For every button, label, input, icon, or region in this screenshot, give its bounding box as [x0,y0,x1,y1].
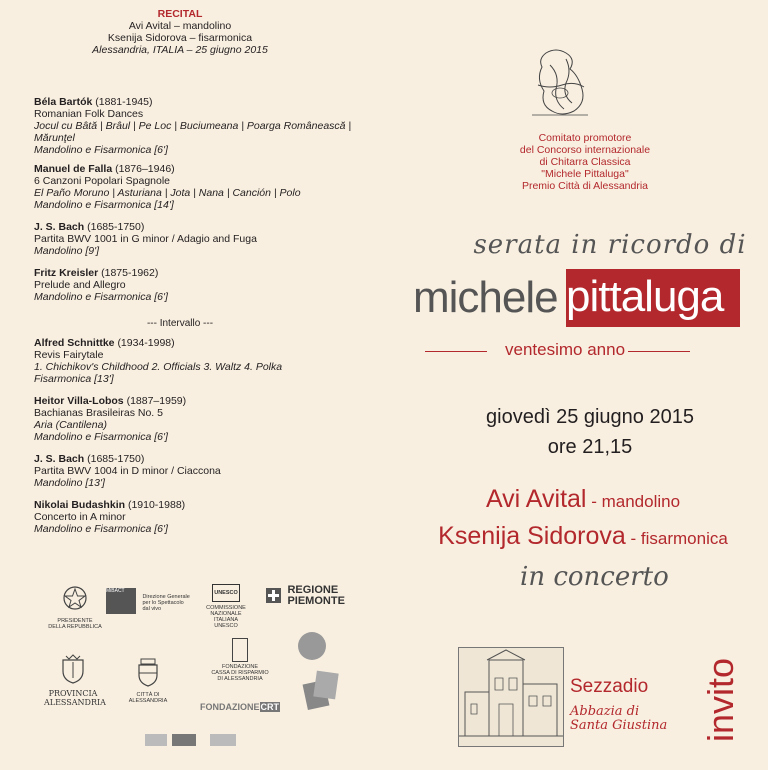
comitato-line: Comitato promotore [538,132,632,144]
performer-role: - fisarmonica [625,529,728,548]
comitato-line: "Michele Pittaluga" [541,168,629,180]
divider-right [628,351,690,352]
fondazione-crt-label: FONDAZIONE [200,702,260,712]
recital-line-2: Ksenija Sidorova – fisarmonica [107,32,253,44]
logo-regione-piemonte [266,585,352,607]
regione-cross-icon [266,588,281,603]
regione-line-1: REGIONE [287,584,339,596]
performers [400,482,766,556]
name-first: michele [413,273,558,322]
comitato-line: di Chitarra Classica [539,156,631,168]
composer-name: Alfred Schnittke [34,337,115,349]
program-item-bach-1 [34,221,364,257]
composer-name: Heitor Villa-Lobos [34,395,124,407]
abbey-line-1: Abbazia di [570,704,640,719]
work-title: Partita BWV 1004 in D minor / Ciaccona [34,465,221,477]
small-logo-icon [210,734,236,746]
divider-left [425,351,487,352]
recital-header [30,8,330,56]
provincia-line-2: ALESSANDRIA [44,698,106,707]
work-detail: 1. Chichikov's Childhood 2. Officials 3. Waltz 4. Polka [34,361,283,373]
in-concerto: in concerto [520,562,669,592]
provincia-crest-icon [59,654,87,684]
mibact-label: Direzione Generale per lo Spettacolo dal vivo [142,594,190,612]
work-instruments: Mandolino e Fisarmonica [6'] [34,431,168,443]
work-title: Concerto in A minor [34,511,126,523]
work-title: Bachianas Brasileiras No. 5 [34,407,163,419]
work-detail: Jocul cu Bâtă | Brâul | Pe Loc | Buciumeana | Poarga Românească | [34,120,352,132]
program-item-bartok [34,96,364,156]
event-datetime [420,402,760,462]
performer-role: - mandolino [586,492,681,511]
provincia-line-1: PROVINCIA [48,689,98,698]
small-logo-icon [172,734,196,746]
composer-years: (1685-1750) [87,453,145,465]
regione-line-2: PIEMONTE [287,595,345,607]
fondazione-label: FONDAZIONE CASSA DI RISPARMIO DI ALESSANDRIA [211,664,269,682]
work-title: 6 Canzoni Popolari Spagnole [34,175,171,187]
mibact-acronym: MiBACT [106,588,125,594]
unesco-temple-icon: UNESCO [212,584,240,602]
work-instruments: Mandolino [13'] [34,477,105,489]
work-instruments: Mandolino e Fisarmonica [6'] [34,291,168,303]
logo-unesco [198,584,254,629]
invito-label: invito [700,657,741,742]
program-item-falla [34,163,364,211]
work-detail: El Paño Moruno | Asturiana | Jota | Nana | Canción | Polo [34,187,301,199]
logo-provincia [44,654,106,707]
logo-mibact [106,588,206,614]
abbey-drawing-icon [458,647,564,747]
work-instruments: Mandolino e Fisarmonica [6'] [34,144,168,156]
name-last-banner: pittaluga [566,269,740,327]
program-item-schnittke [34,337,364,385]
ventesimo-anno: ventesimo anno [505,340,626,359]
logo-presidente-label: PRESIDENTE DELLA REPUBBLICA [48,618,102,630]
composer-name: J. S. Bach [34,221,85,233]
composer-years: (1685-1750) [87,221,145,233]
performer-name: Ksenija Sidorova [438,522,626,550]
program-item-villa-lobos [34,395,364,443]
logo-fondazione-cral [208,638,272,682]
work-title: Partita BWV 1001 in G minor / Adagio and Fuga [34,233,257,245]
composer-name: Fritz Kreisler [34,267,99,279]
work-title: Prelude and Allegro [34,279,126,291]
composer-name: Nikolai Budashkin [34,499,126,511]
logo-citta-alessandria [118,657,178,704]
unesco-label: COMMISSIONE NAZIONALE ITALIANA UNESCO [206,605,246,629]
composer-years: (1887–1959) [126,395,187,407]
recital-line-1: Avi Avital – mandolino [128,20,232,32]
citta-label: CITTÀ DI ALESSANDRIA [128,692,168,704]
composer-name: Manuel de Falla [34,163,113,175]
program-item-kreisler [34,267,364,303]
logo-presidente [45,583,105,630]
event-time: ore 21,15 [547,436,633,458]
composer-years: (1876–1946) [115,163,175,175]
crt-label: CRT [260,702,279,712]
recital-line-3: Alessandria, ITALIA – 25 giugno 2015 [92,44,268,56]
work-title: Romanian Folk Dances [34,108,144,120]
logo-fondazione-crt [200,702,280,712]
composer-years: (1934-1998) [117,337,175,349]
comitato-line: Premio Città di Alessandria [521,180,649,192]
fondazione-mark-icon [232,638,248,662]
intervallo: --- Intervallo --- [146,318,214,329]
work-detail: Aria (Cantilena) [34,419,107,431]
work-instruments: Mandolino e Fisarmonica [14'] [34,199,174,211]
cards-image-icon [305,668,341,710]
work-instruments: Fisarmonica [13'] [34,373,114,385]
work-title: Revis Fairytale [34,349,104,361]
performer-avital [400,482,766,519]
small-logo-icon [145,734,167,746]
composer-name: J. S. Bach [34,453,85,465]
composer-years: (1875-1962) [101,267,159,279]
composer-years: (1910-1988) [127,499,186,511]
work-detail: Mărunţel [34,132,75,144]
abbey-line-2: Santa Giustina [570,718,668,733]
performer-name: Avi Avital [485,485,587,513]
venue-abbey [570,705,667,733]
work-instruments: Mandolino e Fisarmonica [6'] [34,523,168,535]
program-item-bach-2 [34,453,364,489]
venue-name: Sezzadio [570,676,649,697]
composer-years: (1881-1945) [95,96,153,108]
serata-heading: serata in ricordo di [473,230,747,260]
comitato-line: del Concorso internazionale [519,144,651,156]
guitarist-sketch-icon [526,45,596,126]
event-date: giovedì 25 giugno 2015 [486,406,694,428]
work-instruments: Mandolino [9'] [34,245,100,257]
program-item-budashkin [34,499,364,535]
performer-sidorova [400,519,766,556]
seal-badge-icon [298,632,326,660]
mibact-mark-icon [106,588,136,614]
composer-name: Béla Bartók [34,96,93,108]
citta-crest-icon [135,657,161,687]
comitato-promotore [470,132,700,192]
emblem-republic-icon [60,583,90,613]
recital-heading: RECITAL [157,8,203,20]
